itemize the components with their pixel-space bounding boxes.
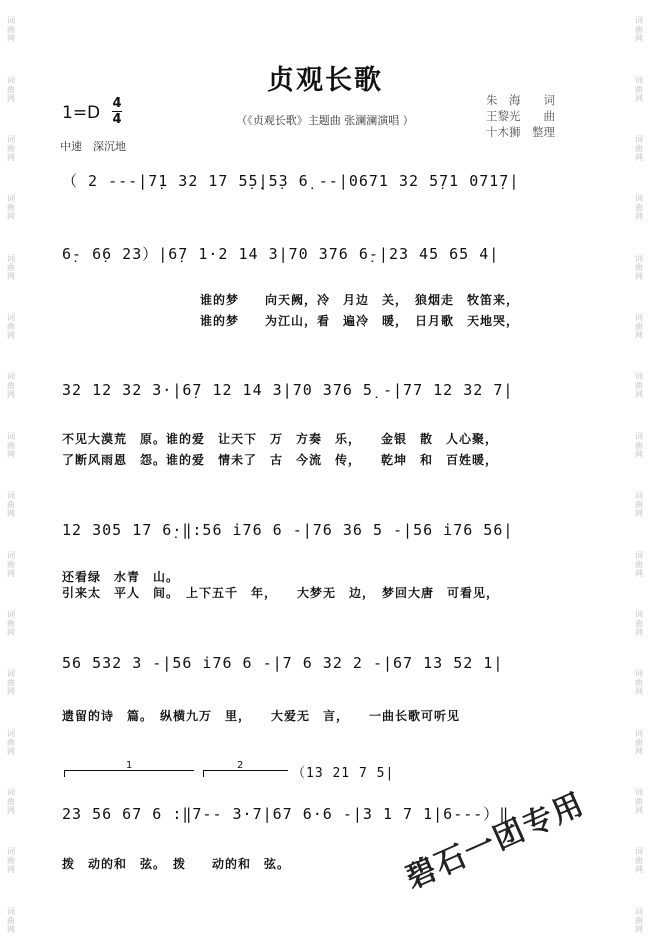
watermark-text: 词 曲 网 (7, 313, 15, 341)
lyric-line-3a: 不见大漠荒 原。谁的爱 让天下 万 方奏 乐， 金银 散 人心聚， (62, 432, 499, 446)
music-line-5: 56 532 3 -|56 i76 6 -|7 6 32 2 -|67 13 52 1| (62, 654, 504, 672)
watermark-text: 词 曲 网 (7, 75, 15, 103)
lyric-line-5: 遗留的诗 篇。 纵横九万 里， 大爱无 言， 一曲长歌可听见 (62, 709, 461, 723)
watermark-text: 词 曲 网 (635, 372, 643, 400)
lyric-line-4b: 引来太 平人 间。 上下五千 年， 大梦无 边， 梦回大唐 可看见， (62, 586, 500, 600)
watermark-text: 词 曲 网 (7, 906, 15, 934)
watermark-text: 词 曲 网 (7, 194, 15, 222)
music-line-6: 23 56 67 6 :‖7-- 3·7|67 6·6 -|3 1 7 1|6---）‖ (62, 805, 510, 823)
meter-top: 4 (112, 96, 122, 111)
ownership-stamp: 碧石一团专用 (400, 786, 591, 897)
lyric-line-6: 拨 动的和 弦。 拨 动的和 弦。 (62, 857, 291, 871)
key-signature: 1=D (62, 103, 101, 123)
watermark-text: 词 曲 网 (635, 253, 643, 281)
watermark-text: 词 曲 网 (7, 609, 15, 637)
watermark-text: 词 曲 网 (635, 16, 643, 44)
volta-second: 2 (203, 770, 288, 777)
meter-bottom: 4 (112, 112, 122, 127)
interlude-notes: （13 21 7 5| (292, 766, 395, 781)
lyric-line-2b: 谁的梦 为江山，看 遍冷 暖， 日月歌 天地哭， (200, 314, 520, 328)
watermark-text: 词 曲 网 (635, 313, 643, 341)
watermark-text: 词 曲 网 (635, 491, 643, 519)
watermark-text: 词 曲 网 (7, 788, 15, 816)
page-title: 贞观长歌 (267, 65, 383, 96)
watermark-text: 词 曲 网 (7, 431, 15, 459)
watermark-text: 词 曲 网 (635, 134, 643, 162)
volta-first: 1 (64, 770, 194, 777)
arranger-credit: 十木狮 整理 (486, 125, 555, 139)
watermark-left (4, 0, 18, 950)
watermark-text: 词 曲 网 (635, 847, 643, 875)
music-line-3: 32 12 32 3·|6̣7 12 14 3|70 376 5̣ -|77 12 32 7| (62, 381, 514, 399)
music-line-2: 6̣- 6̣6 23）|6̣7 1·2 14 3|70 376 6̣-|23 45 65 4| (62, 245, 500, 263)
watermark-right (632, 0, 646, 950)
tempo-marking: 中速 深沉地 (60, 140, 126, 153)
watermark-text: 词 曲 网 (7, 491, 15, 519)
watermark-text: 词 曲 网 (635, 728, 643, 756)
music-line-1: （ 2 ---|7̣1 32 17 5̣5̣|5̣3 6̣ --|0671 32 5̣71 071̣7| (62, 172, 520, 190)
watermark-text: 词 曲 网 (7, 669, 15, 697)
watermark-text: 词 曲 网 (635, 669, 643, 697)
watermark-text: 词 曲 网 (7, 16, 15, 44)
credits (486, 92, 555, 140)
watermark-text: 词 曲 网 (7, 550, 15, 578)
watermark-text: 词 曲 网 (635, 550, 643, 578)
music-line-4: 12 305 17 6̣·‖:56 i76 6 -|76 36 5 -|56 i76 56| (62, 521, 514, 539)
watermark-text: 词 曲 网 (635, 609, 643, 637)
watermark-text: 词 曲 网 (7, 372, 15, 400)
watermark-text: 词 曲 网 (635, 194, 643, 222)
lyric-line-3b: 了断风雨恩 怨。谁的爱 情未了 古 今流 传， 乾坤 和 百姓暖， (62, 453, 499, 467)
watermark-text: 词 曲 网 (7, 134, 15, 162)
watermark-text: 词 曲 网 (7, 847, 15, 875)
lyric-line-4a: 还看绿 水青 山。 (62, 570, 180, 584)
watermark-text: 词 曲 网 (7, 728, 15, 756)
watermark-text: 词 曲 网 (635, 431, 643, 459)
lyric-line-2a: 谁的梦 向天阙，冷 月边 关， 狼烟走 牧笛来， (200, 293, 520, 307)
subtitle: （《贞观长歌》主题曲 张澜澜演唱 ） (236, 114, 414, 127)
composer-credit: 王黎光 曲 (486, 109, 555, 123)
lyricist-credit: 朱 海 词 (486, 93, 555, 107)
watermark-text: 词 曲 网 (635, 906, 643, 934)
watermark-text: 词 曲 网 (635, 788, 643, 816)
watermark-text: 词 曲 网 (7, 253, 15, 281)
time-signature (112, 97, 122, 126)
watermark-text: 词 曲 网 (635, 75, 643, 103)
